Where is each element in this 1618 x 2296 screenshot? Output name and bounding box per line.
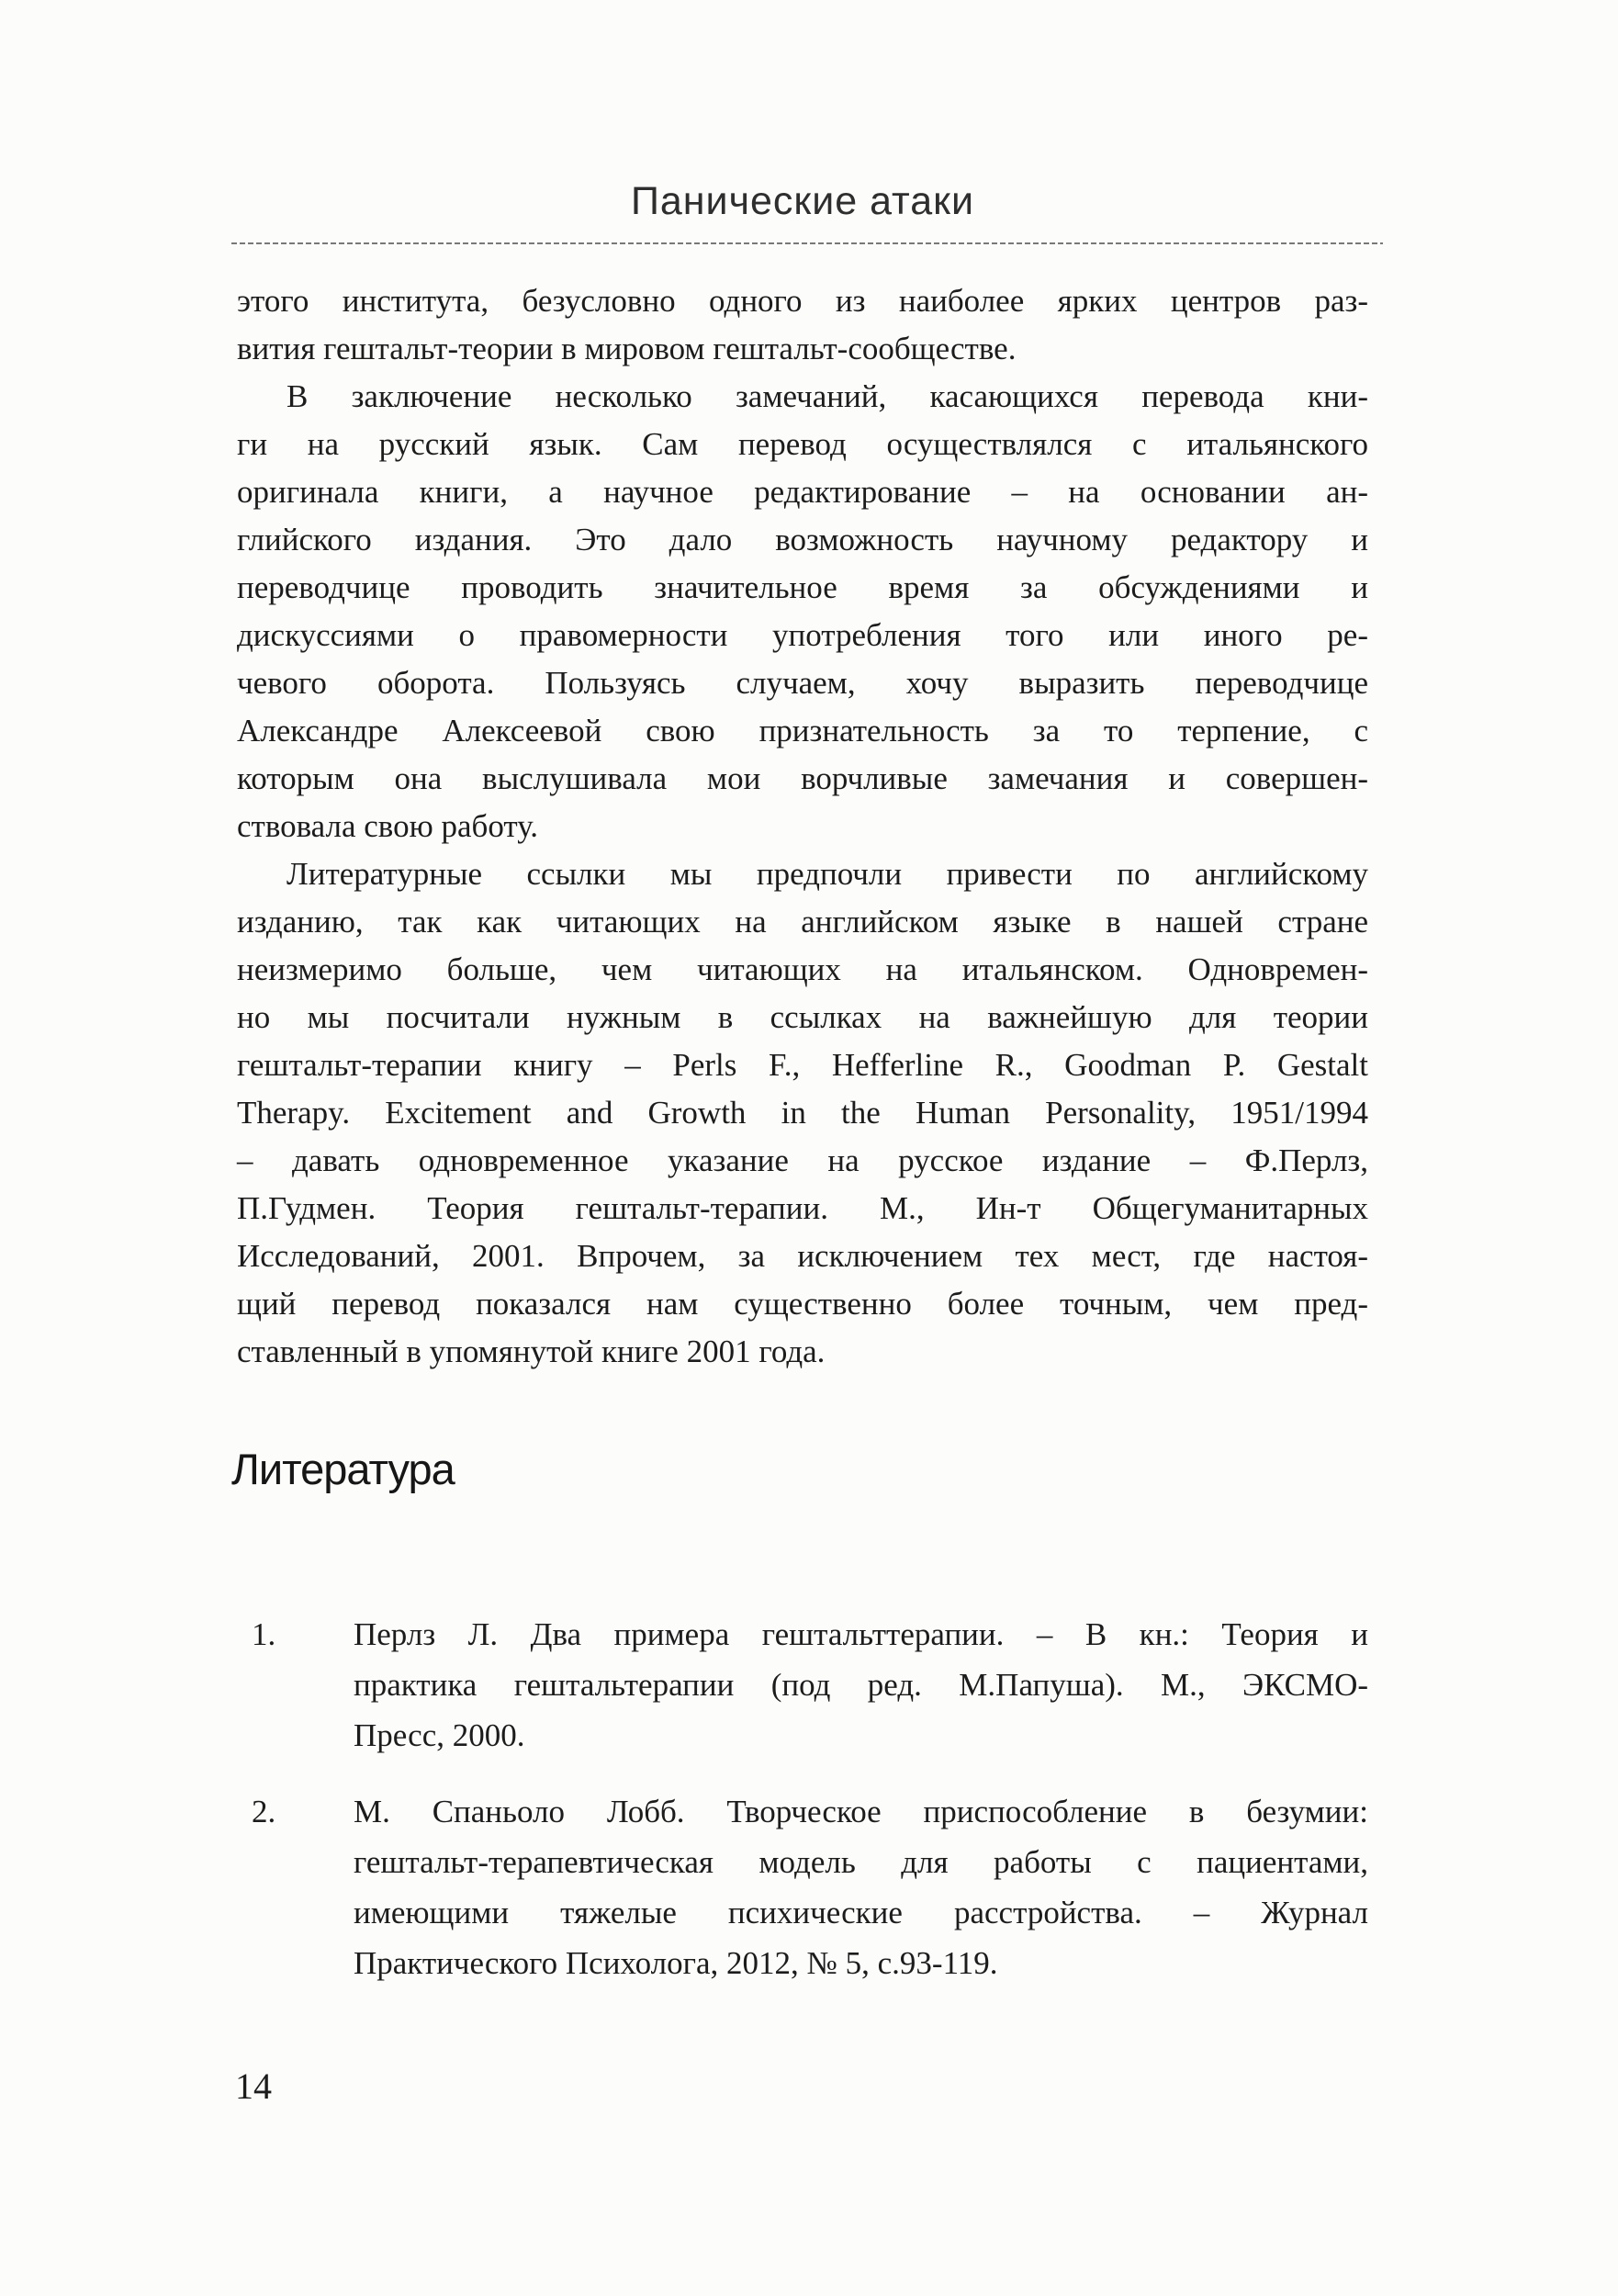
- reference-item: [237, 1786, 1368, 1988]
- text-line: Исследований, 2001. Впрочем, за исключением тех мест, где настоя-: [237, 1238, 1368, 1274]
- reference-number: 1.: [252, 1616, 276, 1652]
- text-line: но мы посчитали нужным в ссылках на важнейшую для теории: [237, 999, 1368, 1035]
- text-line: вития гештальт-теории в мировом гештальт-сообществе.: [237, 331, 1017, 366]
- text-line: щий перевод показался нам существенно более точным, чем пред-: [237, 1286, 1368, 1322]
- text-line: П.Гудмен. Теория гештальт-терапии. М., Ин-т Общегуманитарных: [237, 1190, 1368, 1226]
- text-line: неизмеримо больше, чем читающих на итальянском. Одновремен-: [237, 951, 1368, 987]
- page-number: 14: [235, 2065, 272, 2107]
- text-line: переводчице проводить значительное время за обсуждениями и: [237, 569, 1368, 605]
- text-line: гештальт-терапевтическая модель для работы с пациентами,: [354, 1844, 1368, 1880]
- text-line: Александре Алексеевой свою признательность за то терпение, с: [237, 713, 1368, 748]
- text-line: дискуссиями о правомерности употребления того или иного ре-: [237, 617, 1368, 653]
- text-line: глийского издания. Это дало возможность научному редактору и: [237, 522, 1368, 557]
- text-line: Литературные ссылки мы предпочли привести по английскому: [287, 856, 1368, 892]
- body-text: [237, 277, 1368, 1376]
- text-line: имеющими тяжелые психические расстройства. – Журнал: [354, 1895, 1368, 1930]
- text-line: М. Спаньоло Лобб. Творческое приспособление в безумии:: [354, 1794, 1368, 1829]
- header-rule: [231, 242, 1383, 244]
- text-line: ги на русский язык. Сам перевод осуществлялся с итальянского: [237, 426, 1368, 462]
- running-header: Панические атаки: [630, 179, 975, 223]
- text-line: В заключение несколько замечаний, касающихся перевода кни-: [287, 378, 1368, 414]
- text-line: оригинала книги, а научное редактирование – на основании ан-: [237, 474, 1368, 510]
- text-line: ствовала свою работу.: [237, 808, 538, 844]
- text-line: Пресс, 2000.: [354, 1717, 525, 1753]
- text-line: изданию, так как читающих на английском языке в нашей стране: [237, 904, 1368, 940]
- text-line: ставленный в упомянутой книге 2001 года.: [237, 1334, 826, 1369]
- reference-item: [237, 1609, 1368, 1761]
- text-line: Практического Психолога, 2012, № 5, с.93-119.: [354, 1945, 998, 1981]
- section-heading: Литература: [231, 1445, 455, 1493]
- text-line: Перлз Л. Два примера гештальттерапии. – В кн.: Теория и: [354, 1616, 1368, 1652]
- text-line: – давать одновременное указание на русское издание – Ф.Перлз,: [237, 1142, 1368, 1178]
- reference-list: [237, 1609, 1368, 2014]
- text-line: гештальт-терапии книгу – Perls F., Hefferline R., Goodman P. Gestalt: [237, 1047, 1368, 1083]
- text-line: чевого оборота. Пользуясь случаем, хочу выразить переводчице: [237, 665, 1368, 701]
- text-line: практика гештальтерапии (под ред. М.Папуша). М., ЭКСМО-: [354, 1667, 1368, 1703]
- reference-number: 2.: [252, 1794, 276, 1829]
- text-line: этого института, безусловно одного из наиболее ярких центров раз-: [237, 283, 1368, 319]
- text-line: Therapy. Excitement and Growth in the Human Personality, 1951/1994: [237, 1095, 1368, 1131]
- text-line: которым она выслушивала мои ворчливые замечания и совершен-: [237, 760, 1368, 796]
